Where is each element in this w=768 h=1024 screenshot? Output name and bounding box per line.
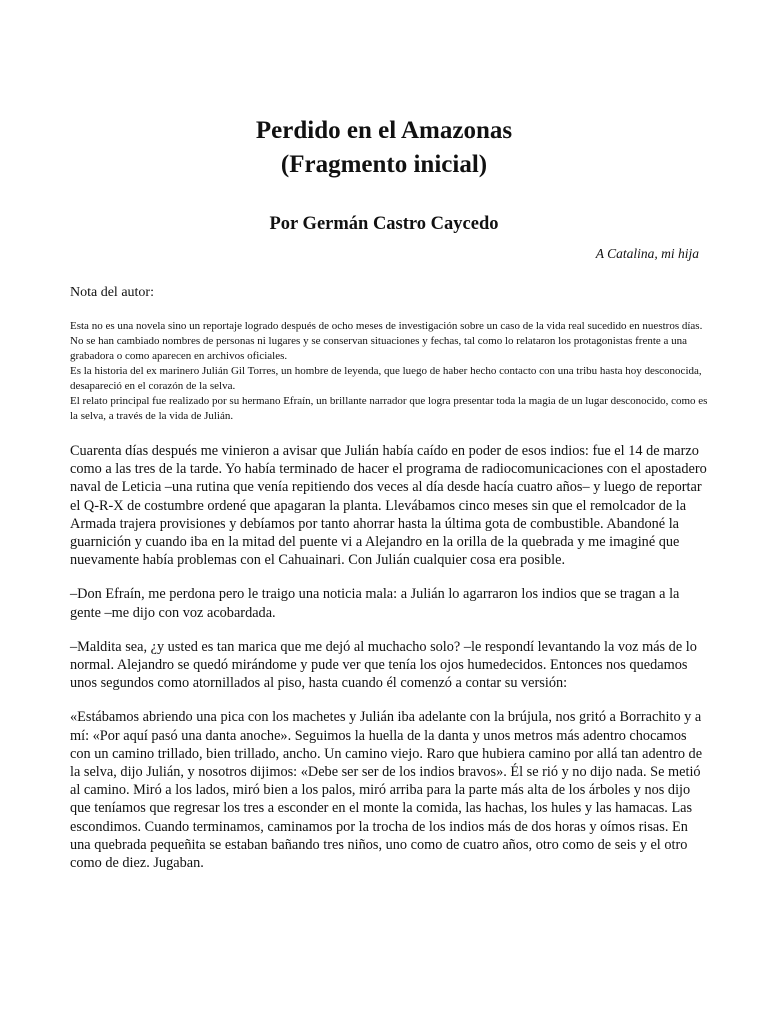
body-paragraph: –Don Efraín, me perdona pero le traigo una noticia mala: a Julián lo agarraron los indios que se tragan a la gente –me dijo con voz acobardada. bbox=[70, 586, 680, 621]
title-line-2: (Fragmento inicial) bbox=[280, 151, 488, 178]
note-paragraph: El relato principal fue realizado por su hermano Efraín, un brillante narrador que logra presentar toda la magia de un lugar desconocido, como es la selva, a través de la vida de Julián. bbox=[70, 395, 708, 422]
body-paragraph: Cuarenta días después me vinieron a avisar que Julián había caído en poder de esos indios: fue el 14 de marzo como a las tres de la tarde. Yo había terminado de hacer el programa de radiocomunicaciones con el apostadero naval de Leticia –una rutina que venía repitiendo dos veces al día desde hacía cuatro años– y luego de reportar el Q-R-X de costumbre ordené que apagaran la planta. Llevábamos cinco meses sin que el remolcador de la Armada trajera provisiones y debíamos por tanto ahorrar hasta la última gota de combustible. Abandoné la guarnición y cuando iba en la mitad del puente vi a Alejandro en la orilla de la quebrada y me imaginé que nuevamente había problemas con el Cahuainari. Con Julián cualquier cosa era posible. bbox=[70, 443, 707, 569]
dedication: A Catalina, mi hija bbox=[595, 246, 699, 261]
author-note-heading: Nota del autor: bbox=[70, 285, 154, 300]
title-line-1: Perdido en el Amazonas bbox=[255, 117, 513, 144]
note-paragraph: Es la historia del ex marinero Julián Gil Torres, un hombre de leyenda, que luego de haber hecho contacto con una tribu hasta hoy desconocida, desapareció en el corazón de la selva. bbox=[70, 365, 702, 392]
story-body bbox=[70, 442, 710, 888]
author-note bbox=[70, 319, 710, 424]
note-paragraph: Esta no es una novela sino un reportaje logrado después de ocho meses de investigación sobre un caso de la vida real sucedido en nuestros días. No se han cambiado nombres de personas ni lugares y se conservan situaciones y fechas, tal como lo relataron los protagonistas frente a una grabadora o como aparecen en archivos oficiales. bbox=[70, 320, 703, 362]
author-byline: Por Germán Castro Caycedo bbox=[269, 214, 499, 234]
body-paragraph: «Estábamos abriendo una pica con los machetes y Julián iba adelante con la brújula, nos gritó a Borrachito y a mí: «Por aquí pasó una danta anoche». Seguimos la huella de la danta y unos metros más adentro chocamos con un camino trillado, bien trillado, ancho. Un camino viejo. Raro que hubiera camino por allá tan adentro de la selva, dijo Julián, y nosotros dijimos: «Debe ser ser de los indios bravos». Él se rió y no dijo nada. Se metió al camino. Miró a los lados, miró bien a los palos, miró arriba para la parte más alta de los árboles y nos dijo que teníamos que regresar los tres a esconder en el monte la comida, las hachas, los hules y las hamacas. Las escondimos. Cuando terminamos, caminamos por la trocha de los indios más de dos horas y oímos risas. En una quebrada pequeñita se estaban bañando tres niños, uno como de cuatro años, otro como de seis y el otro como de diez. Jugaban. bbox=[70, 709, 703, 872]
body-paragraph: –Maldita sea, ¿y usted es tan marica que me dejó al muchacho solo? –le respondí levantando la voz más de lo normal. Alejandro se quedó mirándome y pude ver que tenía los ojos humedecidos. Entonces nos quedamos unos segundos como atornillados al piso, hasta cuando él comenzó a contar su versión: bbox=[70, 638, 697, 692]
